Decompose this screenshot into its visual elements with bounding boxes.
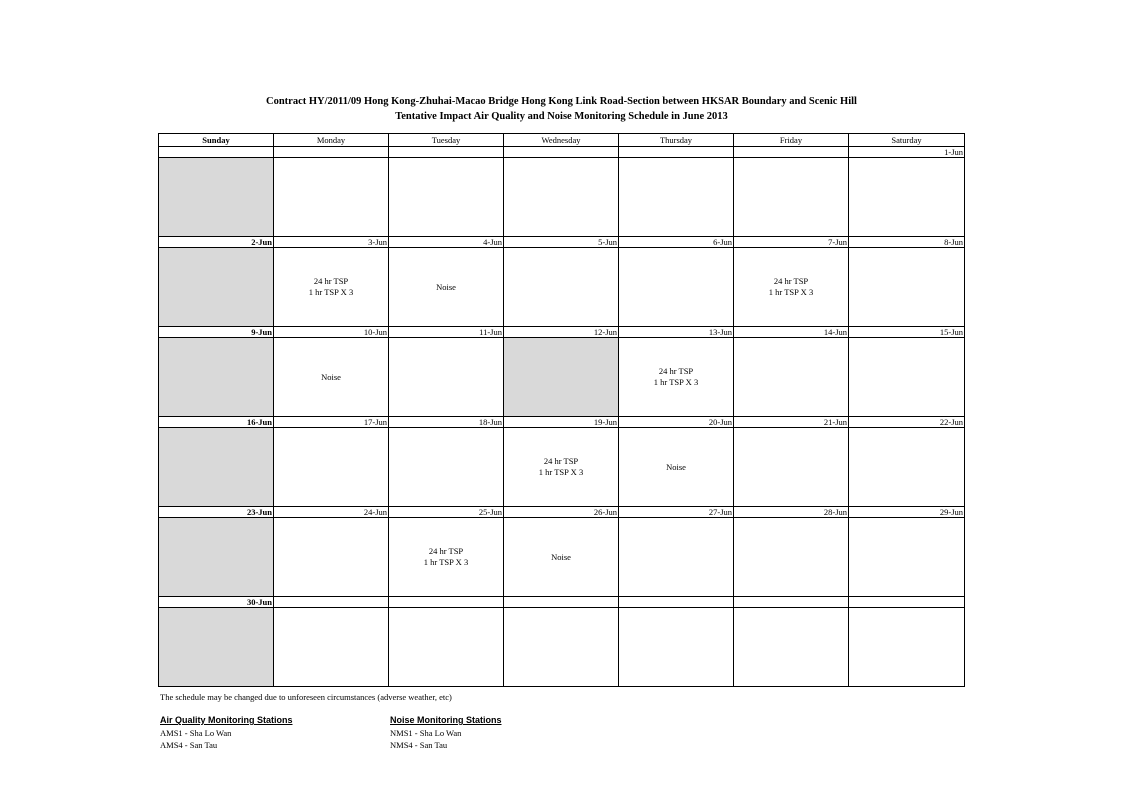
air-quality-heading: Air Quality Monitoring Stations [160,715,293,725]
date-label: 18-Jun [389,417,504,428]
day-cell [389,158,504,237]
monitoring-event: 1 hr TSP X 3 [653,377,699,387]
station-item: AMS4 - San Tau [160,740,218,750]
week-row [159,428,965,507]
day-cell [389,248,504,327]
day-cell [274,608,389,687]
weekday-header: Wednesday [504,134,619,147]
date-label: 3-Jun [274,237,389,248]
day-cell [159,158,274,237]
day-cell [274,428,389,507]
noise-stations [390,714,502,751]
date-label: 1-Jun [849,147,965,158]
monitoring-event: Noise [436,281,456,292]
day-cell [849,248,965,327]
date-label [389,147,504,158]
monitoring-event: 1 hr TSP X 3 [308,287,354,297]
date-label: 6-Jun [619,237,734,248]
day-cell [734,248,849,327]
date-row [159,417,965,428]
station-item: NMS4 - San Tau [390,740,448,750]
station-item: AMS1 - Sha Lo Wan [160,728,232,738]
day-cell [619,608,734,687]
date-label: 27-Jun [619,507,734,518]
day-cell [504,428,619,507]
monitoring-calendar [158,133,965,687]
date-label: 23-Jun [159,507,274,518]
day-cell [849,428,965,507]
date-label: 2-Jun [159,237,274,248]
date-label: 16-Jun [159,417,274,428]
week-row [159,158,965,237]
weekday-header: Tuesday [389,134,504,147]
date-row [159,147,965,158]
date-label [504,597,619,608]
station-item: NMS1 - Sha Lo Wan [390,728,462,738]
day-cell [504,608,619,687]
day-cell [159,428,274,507]
monitoring-event: 24 hr TSP [428,546,464,556]
date-label: 25-Jun [389,507,504,518]
day-cell [619,518,734,597]
week-row [159,518,965,597]
document-subtitle: Tentative Impact Air Quality and Noise Monitoring Schedule in June 2013 [395,111,728,122]
date-row [159,597,965,608]
date-label: 5-Jun [504,237,619,248]
date-label [619,147,734,158]
date-label [389,597,504,608]
day-cell [849,518,965,597]
day-cell [734,518,849,597]
monitoring-event: 1 hr TSP X 3 [538,467,584,477]
monitoring-event: 1 hr TSP X 3 [768,287,814,297]
day-cell [389,608,504,687]
week-row [159,248,965,327]
day-cell [159,338,274,417]
day-cell [504,518,619,597]
day-cell [619,428,734,507]
schedule-note: The schedule may be changed due to unforeseen circumstances (adverse weather, etc) [160,692,452,702]
day-cell [274,158,389,237]
day-cell [734,338,849,417]
weekday-header: Monday [274,134,389,147]
date-label: 22-Jun [849,417,965,428]
date-label: 14-Jun [734,327,849,338]
day-cell [274,518,389,597]
weekday-header: Friday [734,134,849,147]
day-cell [734,608,849,687]
date-label [849,597,965,608]
day-cell [619,248,734,327]
document-title: Contract HY/2011/09 Hong Kong-Zhuhai-Macao Bridge Hong Kong Link Road-Section between HKSAR Boundary and Scenic Hill [266,96,857,107]
day-cell [619,338,734,417]
day-cell [504,338,619,417]
date-label [619,597,734,608]
date-label [274,597,389,608]
weekday-header: Sunday [159,134,274,147]
monitoring-event: 24 hr TSP [543,456,579,466]
date-label: 21-Jun [734,417,849,428]
week-row [159,338,965,417]
date-row [159,237,965,248]
date-label: 13-Jun [619,327,734,338]
monitoring-event: 24 hr TSP [773,276,809,286]
date-label: 26-Jun [504,507,619,518]
date-label: 17-Jun [274,417,389,428]
day-cell [619,158,734,237]
date-label [274,147,389,158]
day-cell [159,518,274,597]
date-label: 30-Jun [159,597,274,608]
day-cell [274,248,389,327]
day-cell [849,158,965,237]
weekday-header: Thursday [619,134,734,147]
date-label: 11-Jun [389,327,504,338]
date-label: 9-Jun [159,327,274,338]
date-label: 15-Jun [849,327,965,338]
date-label: 20-Jun [619,417,734,428]
date-label: 28-Jun [734,507,849,518]
day-cell [849,338,965,417]
date-row [159,327,965,338]
noise-heading: Noise Monitoring Stations [390,715,502,725]
date-label: 10-Jun [274,327,389,338]
weekday-header-row [159,134,965,147]
monitoring-event: Noise [666,461,686,472]
day-cell [849,608,965,687]
date-label: 29-Jun [849,507,965,518]
monitoring-event: 24 hr TSP [313,276,349,286]
day-cell [274,338,389,417]
day-cell [504,158,619,237]
date-label: 12-Jun [504,327,619,338]
day-cell [389,428,504,507]
date-label [504,147,619,158]
monitoring-event: Noise [321,371,341,382]
date-label: 4-Jun [389,237,504,248]
date-label [734,597,849,608]
date-label: 24-Jun [274,507,389,518]
weekday-header: Saturday [849,134,965,147]
day-cell [504,248,619,327]
day-cell [734,158,849,237]
monitoring-event: Noise [551,551,571,562]
date-label [159,147,274,158]
date-row [159,507,965,518]
monitoring-event: 1 hr TSP X 3 [423,557,469,567]
monitoring-event: 24 hr TSP [658,366,694,376]
date-label [734,147,849,158]
day-cell [389,518,504,597]
day-cell [159,608,274,687]
week-row [159,608,965,687]
date-label: 19-Jun [504,417,619,428]
day-cell [159,248,274,327]
day-cell [734,428,849,507]
date-label: 8-Jun [849,237,965,248]
air-quality-stations [160,714,293,751]
day-cell [389,338,504,417]
date-label: 7-Jun [734,237,849,248]
